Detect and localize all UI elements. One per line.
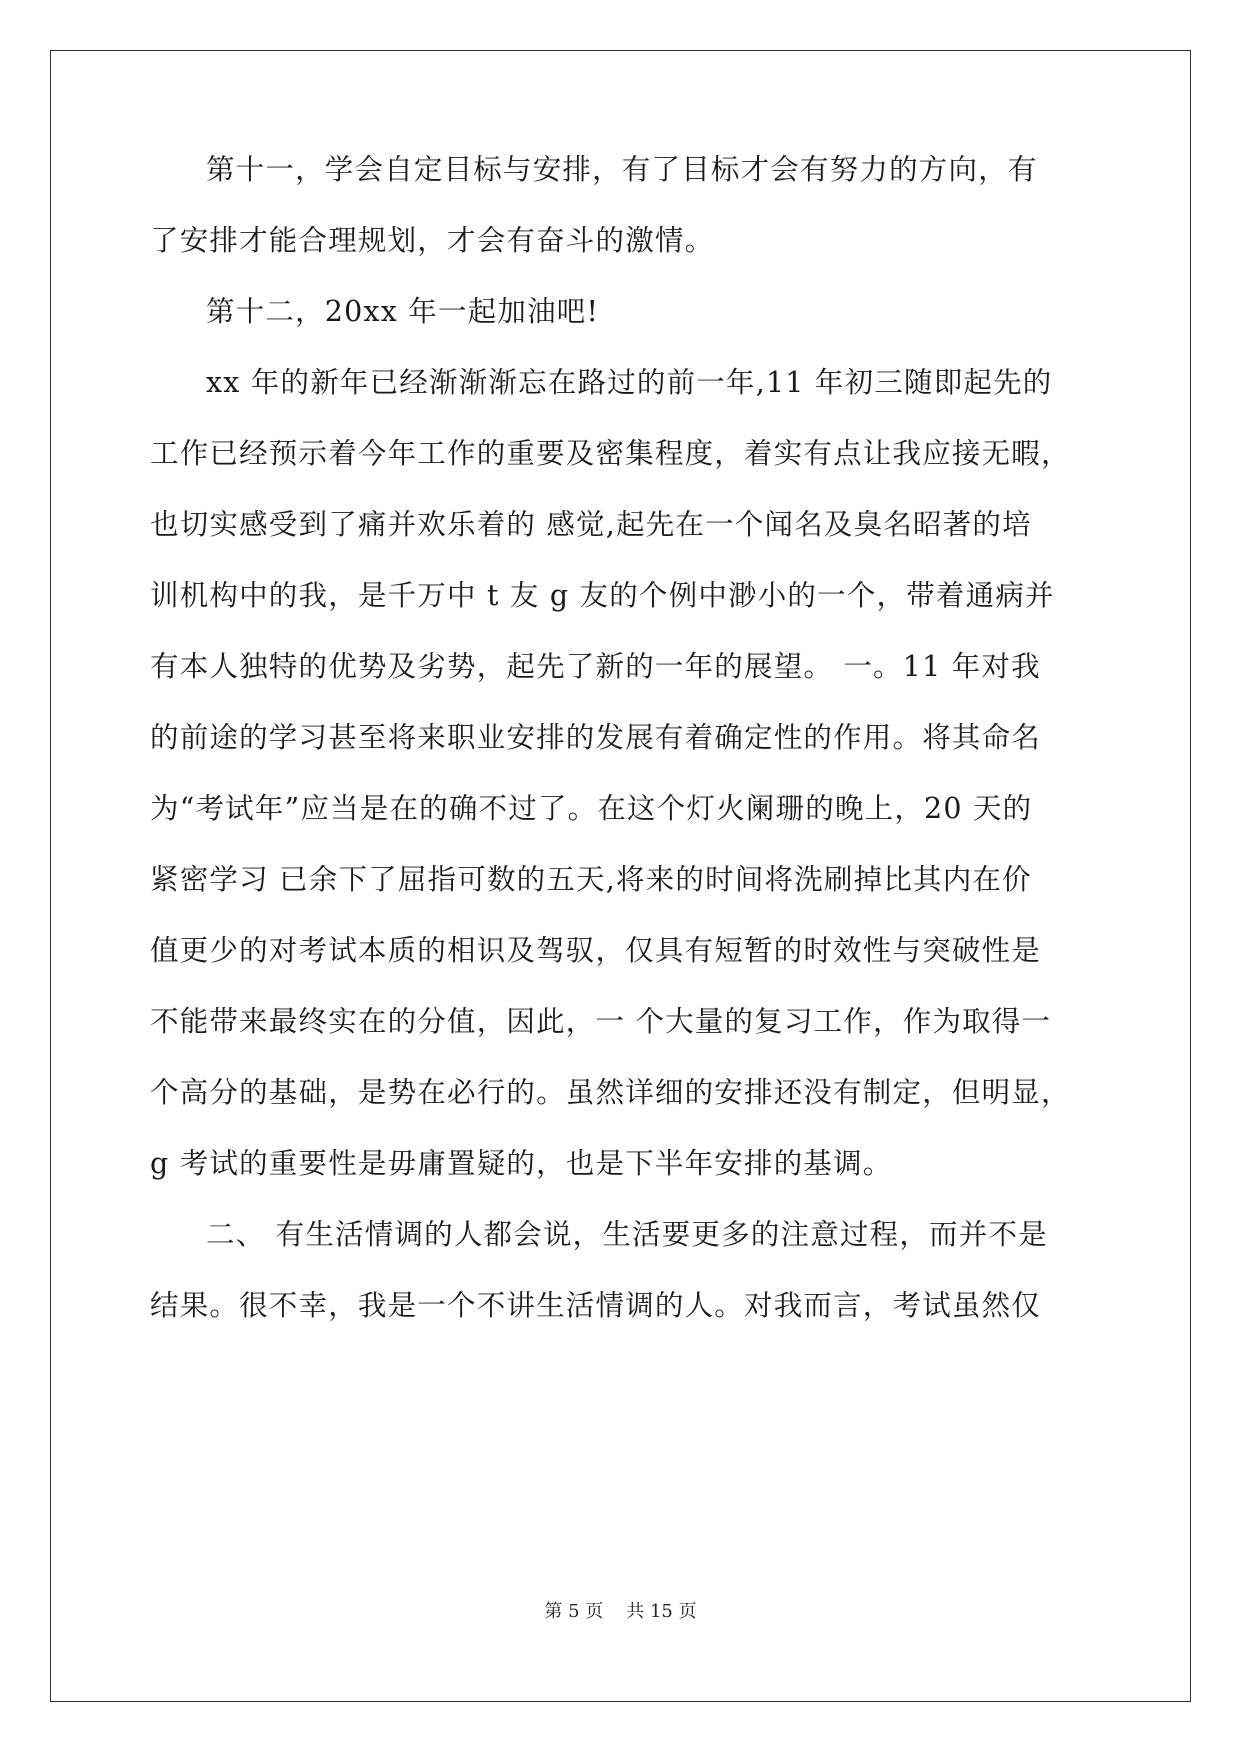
page-number: 第 5 页 — [544, 1601, 604, 1622]
text-line: 第十二，20xx 年一起加油吧! — [206, 295, 600, 328]
text-line: 不能带来最终实在的分值，因此，一 个大量的复习工作，作为取得一 — [150, 1005, 1052, 1038]
text-line: 也切实感受到了痛并欢乐着的 感觉,起先在一个闻名及臭名昭著的培 — [150, 508, 1032, 541]
text-line: 了安排才能合理规划，才会有奋斗的激情。 — [150, 224, 715, 257]
text-line: 有本人独特的优势及劣势，起先了新的一年的展望。 一。11 年对我 — [150, 650, 1041, 683]
text-line: 训机构中的我，是千万中 t 友 g 友的个例中渺小的一个，带着通病并 — [150, 579, 1055, 612]
text-line: g 考试的重要性是毋庸置疑的，也是下半年安排的基调。 — [150, 1147, 893, 1180]
text-line: 结果。很不幸，我是一个不讲生活情调的人。对我而言，考试虽然仅 — [150, 1289, 1042, 1322]
text-line: 为“考试年”应当是在的确不过了。在这个灯火阑珊的晚上，20 天的 — [150, 792, 1033, 825]
text-line: 第十一，学会自定目标与安排，有了目标才会有努力的方向，有 — [206, 153, 1038, 186]
page-total: 共 15 页 — [626, 1601, 697, 1622]
text-line: 工作已经预示着今年工作的重要及密集程度，着实有点让我应接无暇， — [150, 437, 1071, 470]
text-line: 个高分的基础，是势在必行的。虽然详细的安排还没有制定，但明显， — [150, 1076, 1071, 1109]
text-line: 二、 有生活情调的人都会说，生活要更多的注意过程，而并不是 — [206, 1218, 1048, 1251]
text-line: xx 年的新年已经渐渐渐忘在路过的前一年,11 年初三随即起先的 — [206, 366, 1053, 399]
text-line: 的前途的学习甚至将来职业安排的发展有着确定性的作用。将其命名 — [150, 721, 1042, 754]
text-line: 紧密学习 已余下了屈指可数的五天,将来的时间将洗刷掉比其内在价 — [150, 863, 1032, 896]
page-footer — [0, 1600, 1241, 1624]
text-line: 值更少的对考试本质的相识及驾驭，仅具有短暂的时效性与突破性是 — [150, 934, 1042, 967]
